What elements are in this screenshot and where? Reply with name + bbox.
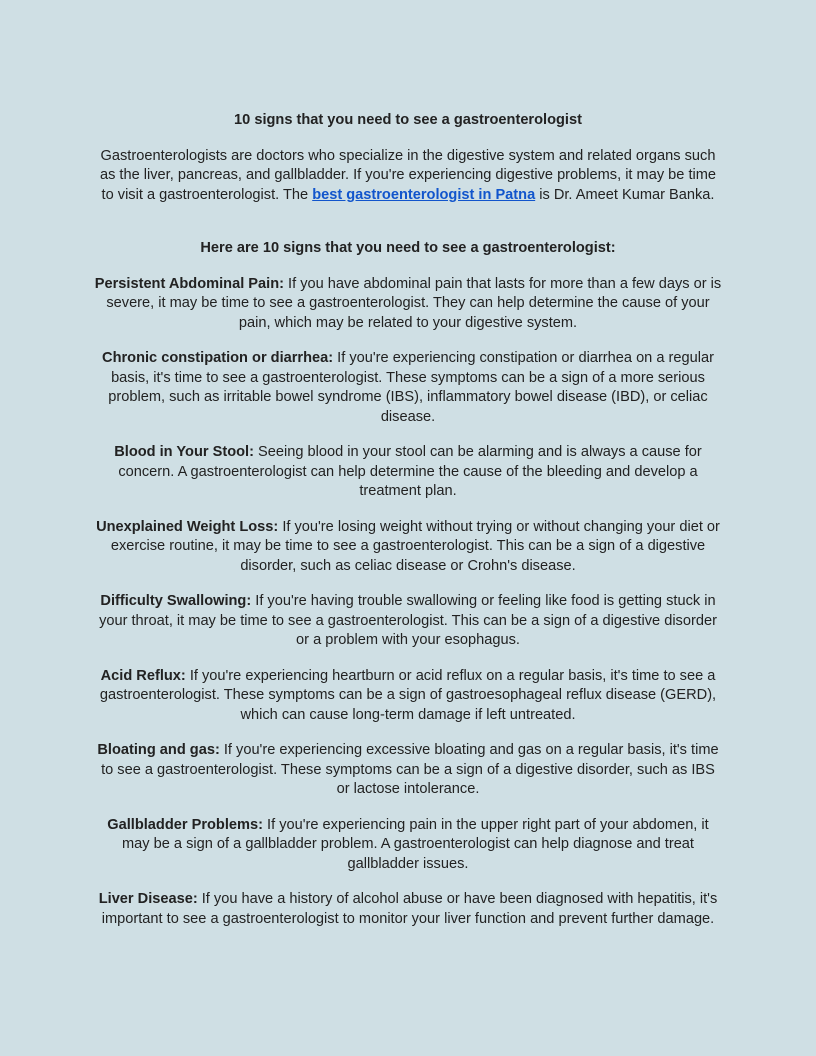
sign-text: If you're experiencing excessive bloating and gas on a regular basis, it's time to see a gastroenterologist. These symptoms can be a sign of a digestive disorder, such as IBS or lactose intolerance. — [101, 742, 719, 797]
sign-text: If you're experiencing constipation or diarrhea on a regular basis, it's time to see a gastroenterologist. These symptoms can be a sign of a more serious problem, such as irritable bowel syndrome (IBS), inflammatory bowel disease (IBD), or celiac disease. — [108, 350, 714, 425]
sign-text: Seeing blood in your stool can be alarming and is always a cause for concern. A gastroenterologist can help determine the cause of the bleeding and develop a treatment plan. — [118, 444, 702, 499]
sign-text: If you're experiencing heartburn or acid reflux on a regular basis, it's time to see a gastroenterologist. These symptoms can be a sign of gastroesophageal reflux disease (GERD), which can cause long-term damage if left untreated. — [99, 667, 717, 723]
sign-text: If you have abdominal pain that lasts for more than a few days or is severe, it may be time to see a gastroenterologist. They can help determine the cause of your pain, which may be related to your digestive system. — [106, 275, 722, 331]
intro-text-after-link: is Dr. Ameet Kumar Banka. — [535, 186, 715, 203]
sign-paragraph — [93, 890, 723, 929]
sign-paragraph — [93, 816, 723, 875]
sign-text: If you're losing weight without trying or without changing your diet or exercise routine, it may be time to see a gastroenterologist. This can be a sign of a digestive disorder, such as celiac disease or Crohn's disease. — [110, 518, 720, 574]
sign-paragraph — [93, 349, 723, 427]
intro-text-before-link: Gastroenterologists are doctors who specialize in the digestive system and related organs such as the liver, pancreas, and gallbladder. If you're experiencing digestive problems, it may be time to visit a gastroenterologist. The — [99, 147, 717, 203]
document-body — [93, 111, 723, 929]
sign-paragraph — [93, 667, 723, 726]
sign-paragraph — [93, 741, 723, 800]
sign-paragraph — [93, 275, 723, 334]
sign-heading: Liver Disease: — [98, 891, 198, 907]
sign-paragraph — [93, 443, 723, 502]
sign-heading: Acid Reflux: — [100, 667, 186, 684]
sign-heading: Chronic constipation or diarrhea: — [102, 350, 334, 366]
sign-paragraph — [93, 592, 723, 651]
sign-heading: Gallbladder Problems: — [107, 816, 263, 833]
sign-paragraph — [93, 518, 723, 577]
sign-heading: Persistent Abdominal Pain: — [94, 275, 284, 292]
sign-text: If you have a history of alcohol abuse or have been diagnosed with hepatitis, it's important to see a gastroenterologist to monitor your liver function and prevent further damage. — [101, 891, 718, 927]
sign-heading: Blood in Your Stool: — [114, 444, 254, 460]
sign-text: If you're having trouble swallowing or feeling like food is getting stuck in your throat, it may be time to see a gastroenterologist. This can be a sign of a digestive disorder or a problem with your esophagus. — [99, 593, 717, 648]
sign-heading: Difficulty Swallowing: — [100, 593, 252, 609]
signs-subheading: Here are 10 signs that you need to see a gastroenterologist: — [200, 240, 616, 256]
sign-heading: Unexplained Weight Loss: — [96, 518, 279, 535]
sign-text: If you're experiencing pain in the upper right part of your abdomen, it may be a sign of a gallbladder problem. A gastroenterologist can help diagnose and treat gallbladder issues. — [122, 816, 709, 872]
best-gastroenterologist-link[interactable]: best gastroenterologist in Patna — [312, 186, 536, 203]
sign-heading: Bloating and gas: — [97, 742, 220, 758]
intro-paragraph — [93, 147, 723, 206]
document-title: 10 signs that you need to see a gastroenterologist — [234, 112, 582, 128]
